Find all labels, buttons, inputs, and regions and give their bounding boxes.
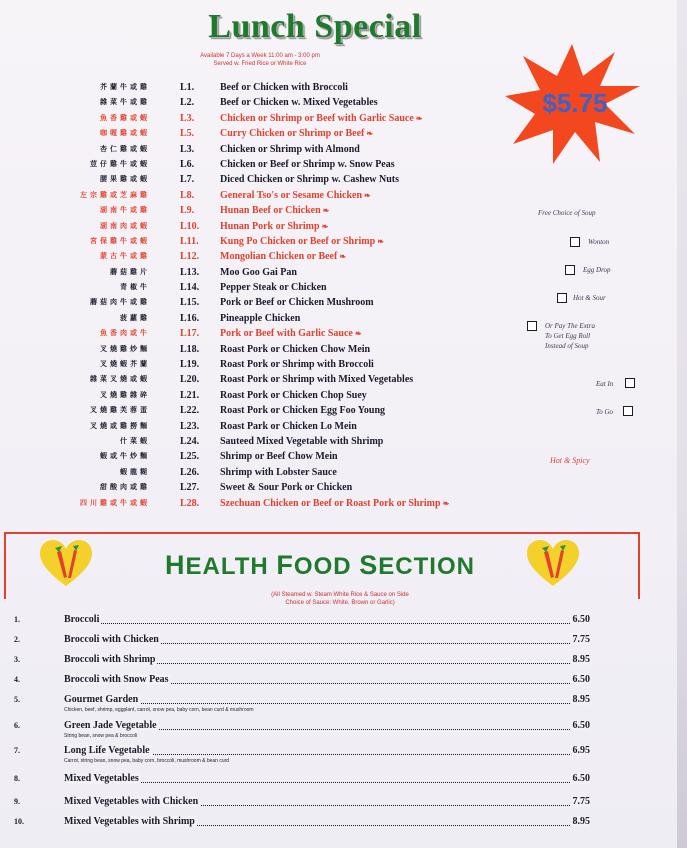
item-price: 6.50 [572,773,590,784]
item-price: 8.95 [572,694,590,705]
item-name-text: Roast Pork or Chicken Egg Foo Young [220,405,386,417]
chinese-name: 湖南肉或蝦 [100,221,150,230]
lunch-item [20,465,520,480]
page-edge [677,0,687,848]
item-name [220,496,449,511]
item-code: L2. [180,97,195,109]
egg-roll-line-1: Or Pay The Extra [545,322,595,330]
lunch-item [20,157,520,172]
item-code: L27. [180,482,200,494]
item-name: Green Jade Vegetable [64,720,157,731]
item-price: 6.50 [572,720,590,731]
health-item [14,614,590,630]
item-price: 6.95 [572,745,590,756]
lunch-special-title: Lunch Special [208,8,422,45]
item-name-text: Hunan Pork or Shrimp [220,220,320,232]
item-name-text: Chicken or Shrimp or Beef with Garlic Sauce [220,112,414,124]
health-item [14,720,590,739]
lunch-item [20,203,520,218]
chinese-name: 青椒牛 [120,283,150,292]
item-name: Mixed Vegetables [64,773,139,784]
health-item [14,745,590,764]
item-number: 10. [14,817,24,826]
item-name-text: Shrimp or Beef Chow Mein [220,451,338,463]
chinese-name: 蘑菇雞片 [110,267,150,276]
item-name-text: Pepper Steak or Chicken [220,282,327,294]
chinese-name: 腰果雞或蝦 [100,175,150,184]
item-name [220,265,297,280]
lunch-item [20,265,520,280]
item-code: L20. [180,374,200,386]
lunch-item [20,219,520,234]
item-number: 1. [14,615,20,624]
item-name: Broccoli with Shrimp [64,654,156,665]
lunch-item [20,480,520,495]
item-name [220,342,370,357]
item-name-text: Chicken or Shrimp with Almond [220,143,360,155]
item-description: Carrot, string bean, snow pea, baby corn, broccoli, mushroom & bean curd [64,758,230,764]
item-number: 5. [14,695,20,704]
item-price: 8.95 [572,654,590,665]
hot-pepper-icon: ❧ [337,252,347,262]
item-code: L22. [180,405,200,417]
lunch-item [20,496,520,511]
item-name: Broccoli with Chicken [64,634,159,645]
item-price: 6.50 [572,674,590,685]
lunch-items-list [20,80,520,511]
item-name [220,95,378,110]
chinese-name: 甜酸肉或雞 [100,483,150,492]
item-price: 7.75 [572,796,590,807]
item-name [220,465,337,480]
item-name [220,80,348,95]
item-name-text: Roast Park or Chicken Lo Mein [220,420,357,432]
chinese-name: 什菜蝦 [120,436,150,445]
lunch-item [20,434,520,449]
item-name [220,480,352,495]
hot-pepper-icon: ❧ [413,113,423,123]
item-code: L16. [180,312,200,324]
item-price: 8.95 [572,816,590,827]
lunch-item [20,126,520,141]
egg-drop-checkbox[interactable] [565,265,575,275]
item-name-text: Chicken or Beef or Shrimp w. Snow Peas [220,158,395,170]
lunch-item [20,142,520,157]
lunch-item [20,280,520,295]
item-code: L15. [180,297,200,309]
chinese-name: 魚香雞或蝦 [100,113,150,122]
egg-roll-note [545,321,595,351]
item-code: L21. [180,389,200,401]
hot-pepper-icon: ❧ [352,329,362,339]
item-code: L7. [180,174,195,186]
soup-choice-header: Free Choice of Soup [538,209,596,217]
item-price: 7.75 [572,634,590,645]
health-title-part: S [359,550,379,580]
wonton-label: Wonton [588,238,610,246]
egg-roll-checkbox[interactable] [527,321,537,331]
item-name [220,111,423,126]
hot-spicy-note: Hot & Spicy [550,456,590,465]
item-number: 9. [14,797,20,806]
item-name [220,403,385,418]
item-name-text: Shrimp with Lobster Sauce [220,466,337,478]
lunch-item [20,403,520,418]
item-name-text: Hunan Beef or Chicken [220,205,321,217]
item-number: 8. [14,774,20,783]
health-title-part: ECTION [378,553,475,580]
item-name-text: Moo Goo Gai Pan [220,266,297,278]
leader-dots [64,703,590,704]
price-badge: $5.75 [542,88,608,118]
item-number: 7. [14,746,20,755]
item-name [220,295,374,310]
item-code: L13. [180,266,200,278]
health-note [240,591,440,607]
item-name [220,280,327,295]
lunch-item [20,449,520,464]
chinese-name: 蒙古牛或雞 [100,252,150,261]
hot-pepper-icon: ❧ [320,206,330,216]
chinese-name: 叉燒雞雜碎 [100,390,150,399]
item-code: L3. [180,143,195,155]
lunch-item [20,188,520,203]
item-number: 6. [14,721,20,730]
item-name-text: Roast Pork or Shrimp with Mixed Vegetables [220,374,414,386]
egg-drop-label: Egg Drop [583,266,611,274]
chinese-name: 叉燒或雞撈麵 [90,421,150,430]
item-code: L23. [180,420,200,432]
leader-dots [64,623,590,624]
health-title-part: EALTH [185,553,277,580]
chinese-name: 蘑菇肉牛或雞 [90,298,150,307]
item-name-text: Sweet & Sour Pork or Chicken [220,482,353,494]
item-code: L28. [180,497,200,509]
item-name [220,372,413,387]
item-code: L17. [180,328,200,340]
hot-pepper-icon: ❧ [375,236,384,246]
item-code: L9. [180,205,195,217]
chinese-name: 雜菜叉燒或蝦 [90,375,150,384]
to-go-checkbox[interactable] [623,406,633,416]
chinese-name: 雜菜牛或雞 [100,98,150,107]
item-name [220,203,329,218]
item-code: L1. [180,82,195,93]
chinese-name: 魚香肉或牛 [100,329,150,338]
chinese-name: 叉燒蝦芥蘭 [100,360,150,369]
egg-roll-line-3: Instead of Soup [545,342,589,350]
item-name: Broccoli [64,614,100,625]
item-name-text: Beef or Chicken w. Mixed Vegetables [220,97,378,109]
lunch-note-line-1: Available 7 Days a Week 11:00 am - 3:00 pm [200,53,320,59]
item-name [220,188,371,203]
item-name [220,388,367,403]
lunch-item [20,419,520,434]
item-name-text: Pork or Beef with Garlic Sauce [220,328,353,340]
lunch-item [20,172,520,187]
item-name-text: Mongolian Chicken or Beef [220,251,338,263]
lunch-item [20,388,520,403]
lunch-item [20,80,520,95]
item-name [220,219,328,234]
item-name-text: Szechuan Chicken or Beef or Roast Pork or Shrimp [220,497,441,509]
chinese-name: 咖喱雞或蝦 [100,129,150,138]
heart-vegetable-icon [527,540,579,588]
item-name: Broccoli with Snow Peas [64,674,169,685]
chinese-name: 叉燒雞炒麵 [100,344,150,353]
item-name-text: Sauteed Mixed Vegetable with Shrimp [220,435,384,447]
chinese-name: 芥蘭牛或雞 [100,83,150,91]
item-name [220,126,373,141]
item-price: 6.50 [572,614,590,625]
item-number: 2. [14,635,20,644]
item-name-text: General Tso's or Sesame Chicken [220,189,363,201]
item-name: Long Life Vegetable [64,745,150,756]
hot-pepper-icon: ❧ [440,498,450,508]
item-name-text: Pineapple Chicken [220,312,301,324]
item-name [220,234,384,249]
hot-pepper-icon: ❧ [362,190,371,200]
item-name [220,434,383,449]
item-name-text: Beef or Chicken with Broccoli [220,82,348,93]
lunch-note [190,52,330,68]
item-name: Mixed Vegetables with Shrimp [64,816,195,827]
item-code: L14. [180,282,200,294]
item-number: 3. [14,655,20,664]
item-name: Mixed Vegetables with Chicken [64,796,199,807]
item-name: Gourmet Garden [64,694,139,705]
item-code: L5. [180,128,195,140]
item-name [220,326,362,341]
lunch-item [20,234,520,249]
item-name [220,172,399,187]
chinese-name: 左宗雞或芝麻雞 [80,190,150,199]
hot-pepper-icon: ❧ [319,221,329,231]
eat-in-label: Eat In [596,380,614,388]
item-code: L8. [180,189,195,201]
item-code: L18. [180,343,200,355]
health-title-part: F [276,550,294,580]
item-name [220,142,360,157]
lunch-item [20,95,520,110]
chinese-name: 叉燒雞芙蓉蛋 [90,406,150,415]
lunch-item [20,311,520,326]
chinese-name: 蝦龍糊 [120,467,150,476]
item-code: L12. [180,251,200,263]
wonton-checkbox[interactable] [570,237,580,247]
chinese-name: 宮保雞牛或蝦 [90,236,150,245]
item-code: L10. [180,220,200,232]
lunch-item [20,342,520,357]
item-code: L26. [180,466,200,478]
health-item [14,694,590,713]
item-description: String bean, snow pea & broccoli [64,733,138,739]
lunch-item [20,249,520,264]
item-name-text: Curry Chicken or Shrimp or Beef [220,128,365,140]
item-name-text: Pork or Beef or Chicken Mushroom [220,297,374,309]
lunch-item [20,372,520,387]
item-name-text: Roast Pork or Chicken Chop Suey [220,389,367,401]
item-code: L25. [180,451,200,463]
heart-vegetable-icon [40,540,92,588]
item-name-text: Roast Pork or Chicken Chow Mein [220,343,371,355]
chinese-name: 杏仁雞或蝦 [100,144,150,153]
hot-sour-label: Hot & Sour [573,294,606,302]
item-number: 4. [14,675,20,684]
health-title-part: OOD [293,553,360,580]
hot-sour-checkbox[interactable] [557,293,567,303]
health-item [14,634,590,650]
eat-in-checkbox[interactable] [625,378,635,388]
item-name-text: Roast Pork or Shrimp with Broccoli [220,359,374,371]
item-description: Chicken, beef, shrimp, eggplant, carrot, snow pea, baby corn, bean curd & mushroom [64,707,254,713]
lunch-note-line-2: Served w. Fried Rice or White Rice [213,61,307,67]
item-name-text: Kung Po Chicken or Beef or Shrimp [220,235,376,247]
health-item [14,773,590,789]
health-note-line-2: Choice of Sauce: White, Brown or Garlic) [285,600,395,606]
chinese-name: 蝦或牛炒麵 [100,452,150,461]
chinese-name: 湖南牛或雞 [100,206,150,215]
item-code: L3. [180,112,195,124]
to-go-label: To Go [596,408,614,416]
item-code: L6. [180,158,195,170]
item-code: L11. [180,235,199,247]
chinese-name: 菠蘿雞 [120,313,150,322]
item-name-text: Diced Chicken or Shrimp w. Cashew Nuts [220,174,399,186]
lunch-item [20,295,520,310]
item-name [220,249,346,264]
health-item [14,796,590,812]
leader-dots [64,782,590,783]
health-food-title [130,550,510,581]
lunch-item [20,357,520,372]
lunch-item [20,111,520,126]
item-name [220,419,357,434]
health-note-line-1: (All Steamed w. Steam White Rice & Sauce on Side [271,592,409,598]
health-title-part: H [165,550,186,580]
lunch-item [20,326,520,341]
hot-pepper-icon: ❧ [364,129,374,139]
health-item [14,816,590,832]
health-item [14,674,590,690]
item-name [220,311,300,326]
item-name [220,449,338,464]
item-code: L19. [180,359,200,371]
chinese-name: 四川雞或牛或蝦 [80,498,150,507]
item-name [220,157,395,172]
chinese-name: 荳仔雞牛或蝦 [90,159,150,168]
item-code: L24. [180,435,200,447]
health-item [14,654,590,670]
egg-roll-line-2: To Get Egg Roll [545,332,591,340]
item-name [220,357,374,372]
